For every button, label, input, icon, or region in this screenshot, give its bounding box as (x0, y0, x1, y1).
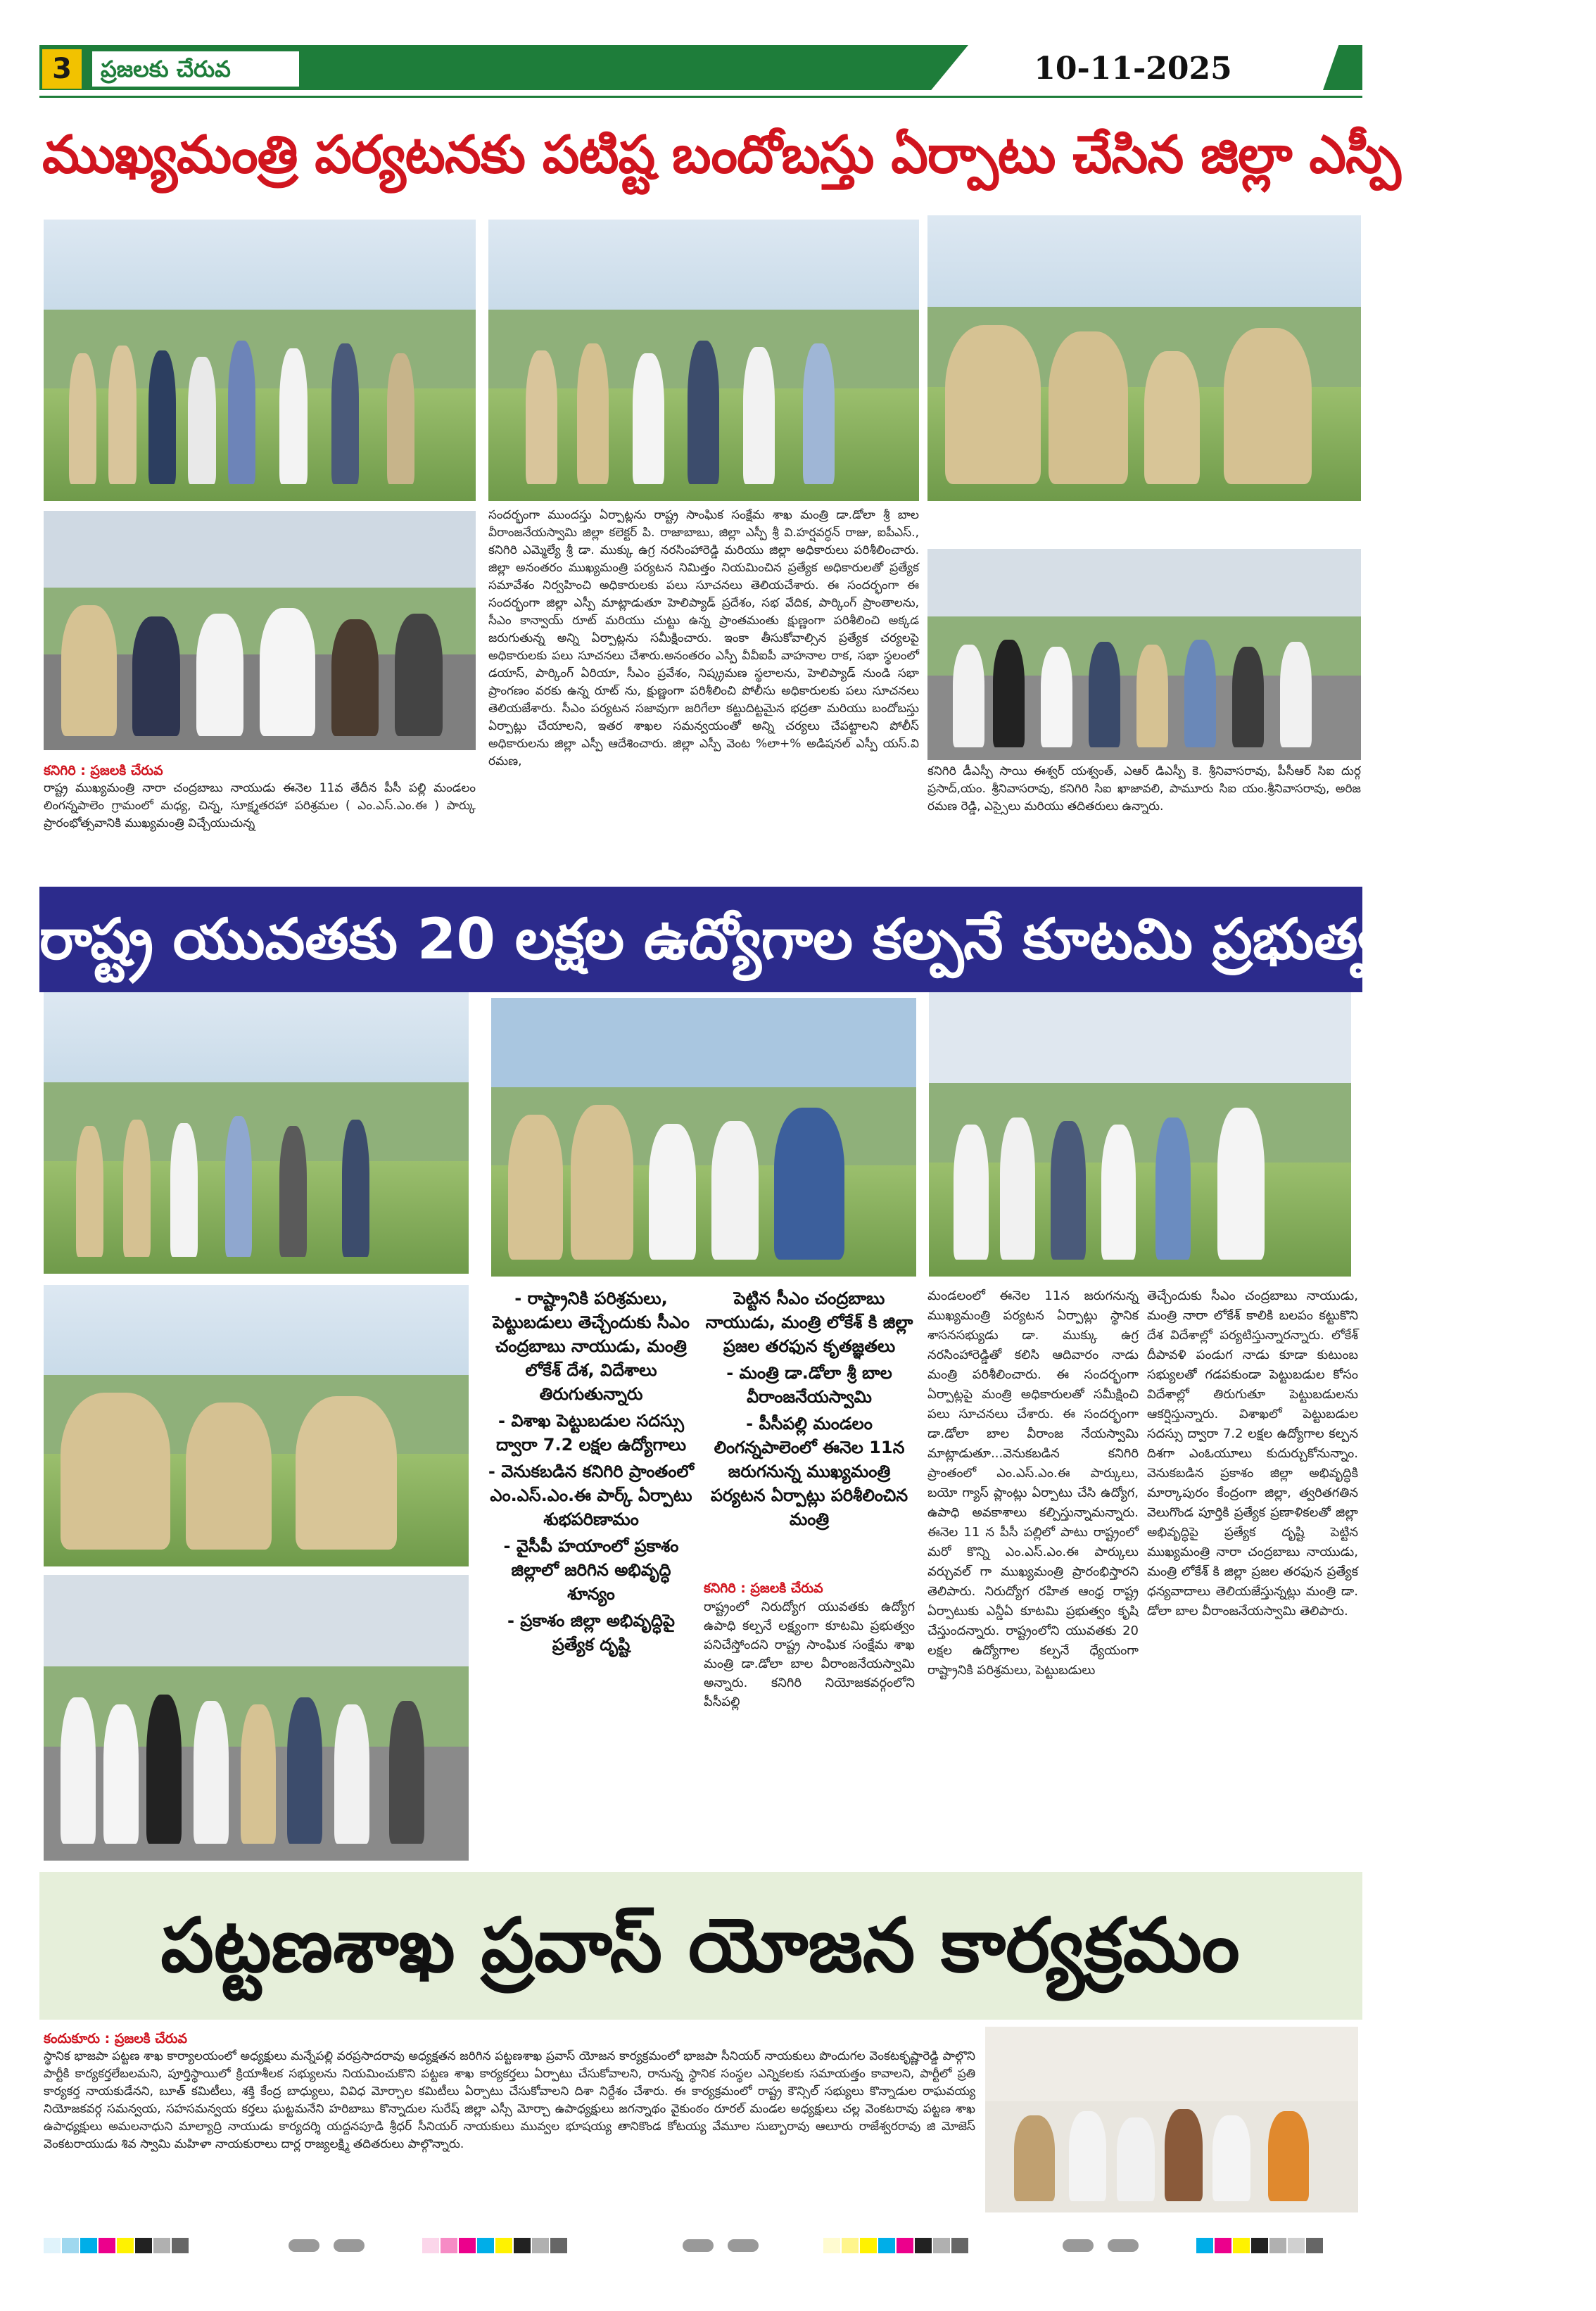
bullet-item: - మంత్రి డా.డోలా శ్రీ బాల వీరాంజనేయస్వామి (726, 1363, 892, 1407)
bullet-item: పెట్టిన సీఎం చంద్రబాబు నాయుడు, మంత్రి లోకేశ్ కి జిల్లా ప్రజల తరఫున కృతజ్ఞతలు (705, 1289, 913, 1356)
registration-pills-2 (676, 2238, 766, 2256)
article2-col4-text: మండలంలో ఈనెల 11న జరుగనున్న ముఖ్యమంత్రి పర్యటన ఏర్పాట్లు స్థానిక శాసనసభ్యుడు డా. ముక్కు ఉగ్ర నరసింహారెడ్డితో కలిసి ఆదివారం నాడు మంత్రి పరిశీలించారు. ఈ సందర్భంగా ఏర్పాట్లపై మంత్రి అధికారులతో సమీక్షించి పలు సూచనలు చేశారు. ఈ సందర్భంగా డా.డోలా బాల వీరాంజ నేయస్వామి మాట్లాడుతూ...వెనుకబడిన కనిగిరి ప్రాంతంలో ఎం.ఎస్.ఎం.ఈ పార్కులు, బయో గ్యాస్ ప్లాంట్లు ఏర్పాటు చేసి ఉద్యోగ, ఉపాధి అవకాశాలు కల్పిస్తున్నామన్నారు. ఈనెల 11 న పీసీ పల్లిలో పాటు రాష్ట్రంలో మరో కొన్ని ఎం.ఎస్.ఎం.ఈ పార్కులు వర్చువల్ గా ముఖ్యమంత్రి ప్రారంభిస్తారని తెలిపారు. నిరుద్యోగ రహిత ఆంధ్ర రాష్ట్ర ఏర్పాటుకు ఎన్డీఏ కూటమి ప్రభుత్వం కృషి చేస్తుందన్నారు. రాష్ట్రంలోని యువతకు 20 లక్షల ఉద్యోగాల కల్పనే ధ్యేయంగా రాష్ట్రానికి పరిశ్రమలు, పెట్టుబడులు (927, 1289, 1139, 1678)
article1-byline: కనిగిరి : ప్రజలకి చేరువ (44, 763, 163, 778)
article3-photo (985, 2027, 1358, 2212)
article3-text-block (44, 2030, 975, 2217)
registration-pills-3 (1056, 2238, 1146, 2256)
article1-photo-2 (488, 220, 919, 501)
article1-photo-1 (44, 220, 476, 501)
bullet-item: - పీసీపల్లి మండలం లింగన్నపాలెంలో ఈనెల 11న జరుగనున్న ముఖ్యమంత్రి పర్యటన ఏర్పాట్లు పరిశీలించిన మంత్రి (710, 1414, 908, 1529)
article2-col3-text: రాష్ట్రంలో నిరుద్యోగ యువతకు ఉద్యోగ ఉపాధి కల్పనే లక్ష్యంగా కూటమి ప్రభుత్వం పనిచేస్తోందని రాష్ట్ర సాంఘిక సంక్షేమ శాఖ మంత్రి డా.డోలా బాల వీరాంజనేయస్వామి అన్నారు. కనిగిరి నియోజకవర్గంలోని పీసీపల్లి (704, 1600, 915, 1709)
registration-swatches-4 (1196, 2238, 1324, 2256)
article1-photo-5 (927, 549, 1361, 760)
article3-text: స్థానిక భాజపా పట్టణ శాఖ కార్యాలయంలో అధ్యక్షులు మన్నేపల్లి వరప్రసాదరావు అధ్యక్షతన జరిగిన పట్టణశాఖ ప్రవాస్ యోజన కార్యక్రమంలో భాజపా సీనియర్ నాయకులు పొందుగల వెంకటకృష్ణారెడ్డి పాల్గొని పార్టీకి కార్యకర్తలేబలమని, పూర్తిస్థాయిలో క్రియాశీలక సభ్యులను నియమించుకొని పట్టణ శాఖ కార్యకర్తలు ఏర్పాటు చేసుకోవాలని, రానున్న స్థానిక సంస్థల ఎన్నికలకు సమాయత్తం కావాలని, పార్టీలో ప్రతి కార్యకర్త నాయకుడేనని, బూత్ కమిటీలు, శక్తి కేంద్ర బాధ్యులు, వివిధ మోర్చాల కమిటీలు ఏర్పాటు చేసుకోవాలని దిశా నిర్దేశం చేశారు. ఈ కార్యక్రమంలో రాష్ట్ర కౌన్సిల్ సభ్యులు కొన్నాడుల రాఘవయ్య నియోజకవర్గ సమన్వయ, సహసమన్వయ కర్తలు ఘట్టమనేని హరిబాబు కొన్నాదుల సురేష్ జిల్లా ఎస్సీ మోర్చా ఉపాధ్యక్షులు జగన్నాథం వైకుంఠం రూరల్ మండల అధ్యక్షులు చల్ల వెంకటరావు పట్టణ శాఖ ఉపాధ్యక్షులు అమలనాధుని మాల్యాద్రి నాయుడు కార్యదర్శి యద్దనపూడి శ్రీధర్ సీనియర్ నాయకులు మువ్వల భూషయ్య తానికొండ కోటయ్య వేమూల సుబ్బారావు ఆలూరు రాజేశ్వరరావు జి మోజెస్ వెంకటరాయుడు శివ స్వామి మహిళా నాయకురాలు దార్ల రాజ్యలక్ష్మి తదితరులు పాల్గొన్నారు. (44, 2049, 975, 2151)
article2-bullets-left (486, 1286, 697, 1856)
article1-lead-text: రాష్ట్ర ముఖ్యమంత్రి నారా చంద్రబాబు నాయుడు ఈనెల 11వ తేదీన పీసీ పల్లి మండలం లింగన్నపాలెం గ్రామంలో మధ్య, చిన్న, సూక్ష్మతరహా పరిశ్రమల ( ఎం.ఎస్.ఎం.ఈ ) పార్కు ప్రారంభోత్సవానికి ముఖ్యమంత్రి విచ్చేయుచున్న (44, 781, 476, 830)
bullet-item: - ప్రకాశం జిల్లా అభివృద్ధిపై ప్రత్యేక దృష్టి (507, 1611, 675, 1654)
article2-bullets-right (704, 1286, 915, 1575)
article2-photo-2 (491, 998, 916, 1277)
registration-pills-1 (281, 2238, 372, 2256)
article1-middle-text: సందర్భంగా ముందస్తు ఏర్పాట్లను రాష్ట్ర సాంఘిక సంక్షేమ శాఖ మంత్రి డా.డోలా శ్రీ బాల వీరాంజనేయస్వామి జిల్లా కలెక్టర్ పి. రాజాబాబు, జిల్లా ఎస్పీ శ్రీ వి.హర్షవర్ధన్ రాజు, ఐపీఎస్., కనిగిరి ఎమ్మెల్యే శ్రీ డా. ముక్కు ఉగ్ర నరసింహారెడ్డి మరియు జిల్లా అధికారులు పరిశీలించారు. జిల్లా అనంతరం ముఖ్యమంత్రి పర్యటన నిమిత్తం నియమించిన ప్రత్యేక అధికారులతో ప్రత్యేక సమావేశం నిర్వహించి అధికారులకు పలు సూచనలు తెలియచేశారు. ఈ సందర్భంగా ఈ సందర్భంగా జిల్లా ఎస్పీ మాట్లాడుతూ హెలిప్యాడ్ ప్రదేశం, సభ వేదిక, పార్కింగ్ ప్రాంతాలను, సీఎం కాన్వాయ్ రూట్ మరియు చుట్టు ఉన్న ప్రాంతమంతు క్షుణ్ణంగా పరిశీలించి అక్కడ జరుగుతున్న అన్ని ఏర్పాట్లను సమీక్షించారు. ఇంకా తీసుకోవాల్సిన ప్రత్యేక చర్యలపై అధికారులకు పలు సూచనలు చేశారు.అనంతరం ఎస్పీ వీవీఐపీ వాహనాల రాక, సభా స్థలంలో డయాస్, పార్కింగ్ ఏరియా, సీఎం ప్రవేశం, నిష్క్రమణ స్థలాలను, హెలిప్యాడ్ నుండి సభా ప్రాంగణం వరకు ఉన్న రూట్ ను, క్షుణ్ణంగా పరిశీలించి పోలీసు అధికారులకు పలు సూచనలు తెలియజేశారు. సీఎం పర్యటన సజావుగా జరిగేలా కట్టుదిట్టమైన భద్రతా మరియు బందోబస్తు ఏర్పాట్లు చేయాలని, ఇతర శాఖల సమన్వయంతో అన్ని చర్యలు చేపట్టాలని పోలీస్ అధికారులను జిల్లా ఎస్పీ ఆదేశించారు. జిల్లా ఎస్పీ వెంట %లా+% అడిషనల్ ఎస్పీ యస్.వి రమణ, (488, 508, 919, 768)
registration-swatches-2 (422, 2238, 569, 2256)
paper-name: ప్రజలకు చేరువ (90, 49, 301, 89)
bullet-item: - విశాఖ పెట్టుబడుల సదస్సు ద్వారా 7.2 లక్షల ఉద్యోగాలు (496, 1411, 686, 1455)
article1-photo-3 (927, 215, 1361, 501)
article2-headline-banner: రాష్ట్ర యువతకు 20 లక్షల ఉద్యోగాల కల్పనే కూటమి ప్రభుత్వం ధ్యేయం (39, 887, 1362, 992)
article2-photo-3 (929, 992, 1351, 1277)
registration-swatches-3 (823, 2238, 970, 2256)
article2-column-3 (704, 1579, 915, 1851)
header-corner (1323, 45, 1362, 90)
bullet-item: - రాష్ట్రానికి పరిశ్రమలు, పెట్టుబడులు తెచ్చేందుకు సీఎం చంద్రబాబు నాయుడు, మంత్రి లోకేశ్ దేశ, విదేశాలు తిరుగుతున్నారు (493, 1289, 690, 1404)
article1-left-column (44, 761, 476, 859)
article1-photo-4 (44, 511, 476, 750)
issue-date: 10-11-2025 (1034, 51, 1232, 87)
article2-byline: కనిగిరి : ప్రజలకి చేరువ (704, 1581, 823, 1596)
page-number: 3 (42, 49, 82, 89)
article2-col5-text: తెచ్చేందుకు సీఎం చంద్రబాబు నాయుడు, మంత్రి నారా లోకేశ్ కాలికి బలపం కట్టుకొని దేశ విదేశాల్లో పర్యటిస్తున్నారన్నారు. లోకేశ్ దీపావళి పండుగ నాడు కూడా కుటుంబ సభ్యులతో గడపకుండా పెట్టుబడుల కోసం విదేశాల్లో తిరుగుతూ పెట్టుబడులను ఆకర్షిస్తున్నారు. విశాఖలో పెట్టుబడుల సదస్సు ద్వారా 7.2 లక్షల ఉద్యోగాల కల్పన దిశగా ఎంఓయూలు కుదుర్చుకోనున్నాం. వెనుకబడిన ప్రకాశం జిల్లా అభివృద్ధికి మార్కాపురం కేంద్రంగా జిల్లా, త్వరితగతిన వెలుగొండ పూర్తికి ప్రత్యేక ప్రణాళికలతో జిల్లా అభివృద్ధిపై ప్రత్యేక దృష్టి పెట్టిన ముఖ్యమంత్రి నారా చంద్రబాబు నాయుడు, మంత్రి లోకేశ్ కి జిల్లా ప్రజల తరఫున ప్రత్యేక ధన్యవాదాలు తెలియజేస్తున్నట్లు మంత్రి డా. డోలా బాల వీరాంజనేయస్వామి తెలిపారు. (1147, 1289, 1358, 1619)
header-rule (39, 96, 1362, 98)
article2-photo-4 (44, 1285, 469, 1566)
article3-headline: పట్టణశాఖ ప్రవాస్ యోజన కార్యక్రమం (160, 1902, 1240, 1989)
article3-byline: కందుకూరు : ప్రజలకి చేరువ (44, 2031, 188, 2046)
article2-photo-1 (44, 992, 469, 1274)
article1-right-text: కనిగిరి డీఎస్పీ సాయి ఈశ్వర్ యశ్వంత్, ఎఆర్ డిఎస్పీ కె. శ్రీనివాసరావు, పీసీఆర్ సిఐ దుర్గ ప్రసాద్,యం. శ్రీనివాసరావు, కనిగిరి సిఐ ఖాజావలి, పామూరు సిఐ యం.శ్రీనివాసరావు, అరిజ రమణ రెడ్డి, ఎస్సైలు మరియు తదితరులు ఉన్నారు. (927, 764, 1361, 813)
article2-photo-5 (44, 1575, 469, 1861)
bullet-item: - వెనుకబడిన కనిగిరి ప్రాంతంలో ఎం.ఎస్.ఎం.ఈ పార్క్ ఏర్పాటు శుభపరిణామం (488, 1462, 695, 1529)
bullet-item: - వైసీపీ హయాంలో ప్రకాశం జిల్లాలో జరిగిన అభివృద్ధి శూన్యం (503, 1536, 679, 1604)
registration-swatches-left (44, 2238, 190, 2256)
article1-headline: ముఖ్యమంత్రి పర్యటనకు పటిష్ట బందోబస్తు ఏర్పాటు చేసిన జిల్లా ఎస్పీ (42, 125, 1400, 185)
